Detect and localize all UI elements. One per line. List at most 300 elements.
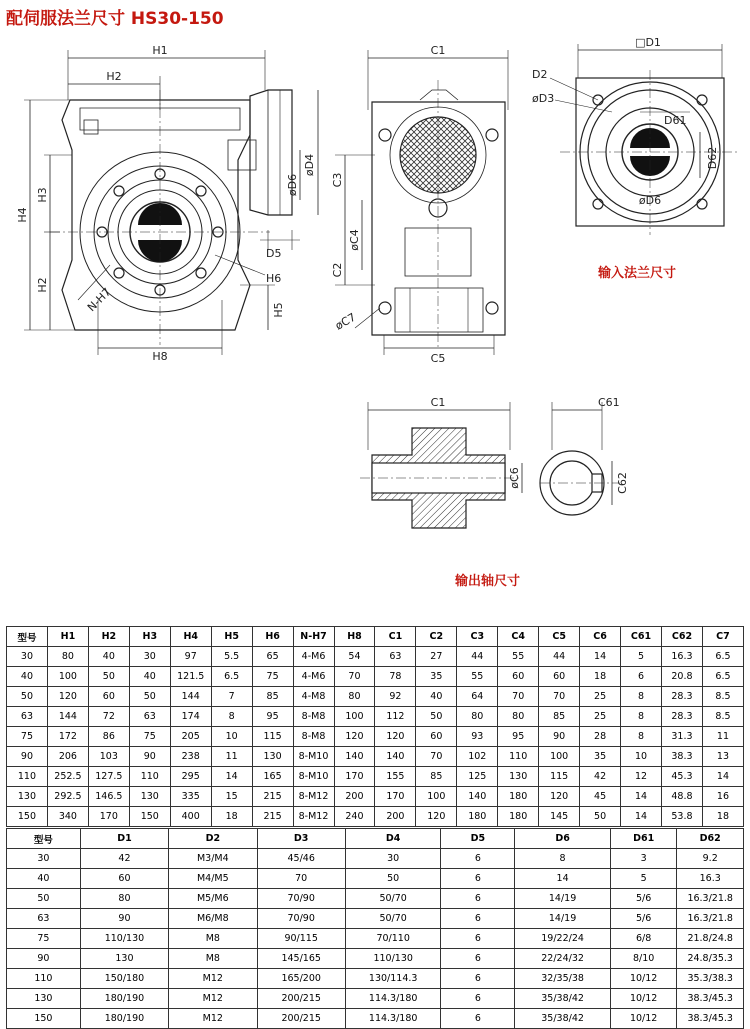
- table-cell: 215: [252, 787, 293, 807]
- table-cell: 78: [375, 667, 416, 687]
- table-cell: 85: [252, 687, 293, 707]
- table-cell: 6: [441, 849, 515, 869]
- table-cell: 8-M10: [293, 747, 334, 767]
- table-cell: 12: [621, 767, 662, 787]
- table-cell: 130: [252, 747, 293, 767]
- table-cell: 54: [334, 647, 375, 667]
- table-cell: 50: [7, 687, 48, 707]
- table-cell: 86: [88, 727, 129, 747]
- dim-d6-flange: øD6: [638, 194, 662, 207]
- table-cell: 90: [539, 727, 580, 747]
- table-cell: 8/10: [610, 949, 677, 969]
- table-header-cell: 型号: [7, 627, 48, 647]
- table-cell: 5/6: [610, 889, 677, 909]
- table-cell: 16.3/21.8: [677, 889, 744, 909]
- dim-d4: øD4: [303, 153, 316, 177]
- table-cell: 63: [7, 909, 81, 929]
- table-cell: 5: [621, 647, 662, 667]
- table-row: [7, 747, 744, 767]
- table-row: [7, 949, 744, 969]
- table-cell: 30: [345, 849, 441, 869]
- table-cell: 4-M6: [293, 667, 334, 687]
- table-cell: 50: [416, 707, 457, 727]
- table-cell: 8: [515, 849, 611, 869]
- table-cell: 16.3/21.8: [677, 909, 744, 929]
- table-cell: 165: [252, 767, 293, 787]
- table-cell: 90: [7, 747, 48, 767]
- table-cell: 40: [7, 667, 48, 687]
- table-cell: 35: [416, 667, 457, 687]
- table-cell: 50: [88, 667, 129, 687]
- table-row: [7, 687, 744, 707]
- table-cell: 19/22/24: [515, 929, 611, 949]
- table-row: [7, 767, 744, 787]
- table-cell: 5.5: [211, 647, 252, 667]
- table-cell: 35/38/42: [515, 989, 611, 1009]
- table-cell: 200/215: [257, 1009, 345, 1029]
- table-cell: 120: [416, 807, 457, 827]
- table-header-cell: D62: [677, 829, 744, 849]
- table-cell: 40: [416, 687, 457, 707]
- table-cell: 121.5: [170, 667, 211, 687]
- dim-d1: □D1: [635, 36, 661, 49]
- table-cell: 44: [457, 647, 498, 667]
- table-cell: 120: [334, 727, 375, 747]
- table-cell: 200/215: [257, 989, 345, 1009]
- table-cell: 170: [88, 807, 129, 827]
- table-header-cell: D6: [515, 829, 611, 849]
- table-cell: 42: [80, 849, 168, 869]
- table-cell: 180: [498, 807, 539, 827]
- table-cell: 60: [498, 667, 539, 687]
- table-cell: 25: [580, 707, 621, 727]
- page-title: 配伺服法兰尺寸 HS30-150: [6, 9, 224, 29]
- table-cell: 130: [7, 787, 48, 807]
- table-cell: 16.3: [677, 869, 744, 889]
- table-cell: 18: [580, 667, 621, 687]
- table-header-cell: H5: [211, 627, 252, 647]
- table-cell: 100: [47, 667, 88, 687]
- dim-d3: øD3: [532, 92, 555, 105]
- table-cell: 70: [498, 687, 539, 707]
- table-cell: 206: [47, 747, 88, 767]
- table-cell: 114.3/180: [345, 989, 441, 1009]
- table-header-cell: C61: [621, 627, 662, 647]
- table-cell: 38.3/45.3: [677, 1009, 744, 1029]
- table-cell: 27: [416, 647, 457, 667]
- table-cell: 42: [580, 767, 621, 787]
- table-row: [7, 1009, 744, 1029]
- dim-c4: øC4: [348, 229, 361, 251]
- table-cell: 85: [539, 707, 580, 727]
- table-cell: 50/70: [345, 889, 441, 909]
- table-row: [7, 707, 744, 727]
- table-cell: 15: [211, 787, 252, 807]
- table-cell: 10/12: [610, 969, 677, 989]
- table-cell: 140: [334, 747, 375, 767]
- table-cell: 50/70: [345, 909, 441, 929]
- table-cell: 238: [170, 747, 211, 767]
- table-cell: 14: [621, 787, 662, 807]
- table-cell: 16.3: [662, 647, 703, 667]
- table-cell: 28.3: [662, 707, 703, 727]
- table-cell: 38.3/45.3: [677, 989, 744, 1009]
- table-cell: 8: [621, 687, 662, 707]
- table-cell: 130: [129, 787, 170, 807]
- table-cell: 180: [457, 807, 498, 827]
- table-cell: 172: [47, 727, 88, 747]
- table-header-cell: C7: [702, 627, 743, 647]
- table-cell: M5/M6: [169, 889, 257, 909]
- table-cell: 335: [170, 787, 211, 807]
- table-header-cell: C2: [416, 627, 457, 647]
- table-cell: 55: [457, 667, 498, 687]
- table-cell: 252.5: [47, 767, 88, 787]
- output-shaft-view: [360, 402, 620, 528]
- table-cell: 150: [129, 807, 170, 827]
- table-row: [7, 849, 744, 869]
- table-header-cell: D5: [441, 829, 515, 849]
- table-row: [7, 787, 744, 807]
- input-flange-caption: 输入法兰尺寸: [598, 266, 677, 281]
- dim-c1: C1: [430, 44, 446, 57]
- table-cell: 60: [416, 727, 457, 747]
- table-cell: 65: [252, 647, 293, 667]
- table-cell: 6: [441, 909, 515, 929]
- table-row: [7, 869, 744, 889]
- table-cell: 115: [539, 767, 580, 787]
- table-cell: 14: [702, 767, 743, 787]
- table-header-cell: H3: [129, 627, 170, 647]
- table-cell: 45: [580, 787, 621, 807]
- table-cell: 60: [539, 667, 580, 687]
- table-cell: 20.8: [662, 667, 703, 687]
- dim-c5: C5: [430, 352, 446, 365]
- table-cell: 200: [334, 787, 375, 807]
- table-row: [7, 989, 744, 1009]
- table-cell: 170: [334, 767, 375, 787]
- dim-d6: øD6: [286, 173, 299, 197]
- table-cell: 110: [498, 747, 539, 767]
- table-cell: 180: [498, 787, 539, 807]
- table-cell: 75: [7, 727, 48, 747]
- table-cell: 150/180: [80, 969, 168, 989]
- dim-h1: H1: [152, 44, 168, 57]
- table-header-cell: C62: [662, 627, 703, 647]
- table-cell: 11: [211, 747, 252, 767]
- table-cell: 92: [375, 687, 416, 707]
- table-header-cell: H2: [88, 627, 129, 647]
- table-cell: 165/200: [257, 969, 345, 989]
- table-cell: 45/46: [257, 849, 345, 869]
- table-row: [7, 647, 744, 667]
- table-cell: 110: [129, 767, 170, 787]
- table-header-cell: C4: [498, 627, 539, 647]
- table-header-cell: H4: [170, 627, 211, 647]
- table-cell: M6/M8: [169, 909, 257, 929]
- table-cell: 95: [498, 727, 539, 747]
- table-cell: M12: [169, 1009, 257, 1029]
- table-cell: 14: [211, 767, 252, 787]
- dim-h2-top: H2: [106, 70, 122, 83]
- table-cell: 9.2: [677, 849, 744, 869]
- table-cell: 6.5: [702, 647, 743, 667]
- dim-c3: C3: [331, 172, 344, 188]
- table-header-cell: D4: [345, 829, 441, 849]
- table-cell: 6: [441, 989, 515, 1009]
- table-cell: 115: [252, 727, 293, 747]
- table-cell: 200: [375, 807, 416, 827]
- dim-h3: H3: [36, 187, 49, 203]
- table-cell: 55: [498, 647, 539, 667]
- table-cell: 18: [702, 807, 743, 827]
- table-cell: 6: [621, 667, 662, 687]
- table-cell: 48.8: [662, 787, 703, 807]
- table-header-cell: H1: [47, 627, 88, 647]
- table-header-cell: C5: [539, 627, 580, 647]
- table-cell: 112: [375, 707, 416, 727]
- dim-d61: D61: [664, 114, 687, 127]
- table-header-cell: D61: [610, 829, 677, 849]
- table-cell: 35: [580, 747, 621, 767]
- table-cell: 110: [7, 767, 48, 787]
- table-cell: 110/130: [80, 929, 168, 949]
- table-cell: 292.5: [47, 787, 88, 807]
- table-cell: 8.5: [702, 687, 743, 707]
- table-cell: 8: [621, 707, 662, 727]
- table-cell: 100: [416, 787, 457, 807]
- table-header-cell: D1: [80, 829, 168, 849]
- table-cell: 70: [416, 747, 457, 767]
- dim-h4: H4: [16, 207, 29, 223]
- table-cell: 90/115: [257, 929, 345, 949]
- dim-c62: C62: [616, 472, 629, 494]
- table-cell: 63: [7, 707, 48, 727]
- table-row: [7, 727, 744, 747]
- table-cell: 90: [80, 909, 168, 929]
- table-cell: 40: [88, 647, 129, 667]
- table-cell: 32/35/38: [515, 969, 611, 989]
- dimension-table-main: [6, 626, 744, 827]
- dim-c1-shaft: C1: [430, 396, 446, 409]
- table-cell: 3: [610, 849, 677, 869]
- table-cell: 75: [252, 667, 293, 687]
- table-row: [7, 929, 744, 949]
- table-row: [7, 807, 744, 827]
- table-cell: 90: [7, 949, 81, 969]
- table-row: [7, 969, 744, 989]
- table-row: [7, 909, 744, 929]
- table-cell: 400: [170, 807, 211, 827]
- table-cell: 70: [257, 869, 345, 889]
- table-cell: 25: [580, 687, 621, 707]
- table-cell: 30: [7, 849, 81, 869]
- table-cell: 14/19: [515, 909, 611, 929]
- table-cell: 70/90: [257, 909, 345, 929]
- table-header-cell: 型号: [7, 829, 81, 849]
- table-header-row: [7, 829, 744, 849]
- table-cell: 30: [129, 647, 170, 667]
- table-cell: 40: [129, 667, 170, 687]
- dimension-table-flange: [6, 828, 744, 1029]
- table-cell: 100: [539, 747, 580, 767]
- table-cell: 8: [211, 707, 252, 727]
- table-cell: M3/M4: [169, 849, 257, 869]
- dim-c61: C61: [598, 396, 620, 409]
- dim-d2: D2: [532, 68, 548, 81]
- table-cell: M8: [169, 929, 257, 949]
- table-cell: 70/110: [345, 929, 441, 949]
- table-cell: 18: [211, 807, 252, 827]
- table-cell: 4-M6: [293, 647, 334, 667]
- table-cell: 8-M12: [293, 807, 334, 827]
- table-cell: 130/114.3: [345, 969, 441, 989]
- table-cell: 170: [375, 787, 416, 807]
- table-cell: 80: [80, 889, 168, 909]
- output-shaft-caption: 输出轴尺寸: [455, 574, 521, 589]
- table-cell: 70: [539, 687, 580, 707]
- table-cell: 28: [580, 727, 621, 747]
- table-cell: 50: [129, 687, 170, 707]
- table-header-cell: C3: [457, 627, 498, 647]
- table-cell: 10/12: [610, 1009, 677, 1029]
- table-header-cell: H6: [252, 627, 293, 647]
- dim-c6: øC6: [508, 467, 521, 489]
- table-cell: 130: [7, 989, 81, 1009]
- table-header-row: [7, 627, 744, 647]
- table-cell: 21.8/24.8: [677, 929, 744, 949]
- table-cell: 8: [621, 727, 662, 747]
- dim-h6: H6: [266, 272, 282, 285]
- table-cell: 60: [88, 687, 129, 707]
- table-cell: 14: [621, 807, 662, 827]
- table-cell: 110/130: [345, 949, 441, 969]
- table-cell: 22/24/32: [515, 949, 611, 969]
- table-cell: M4/M5: [169, 869, 257, 889]
- table-cell: 145: [539, 807, 580, 827]
- table-cell: 50: [580, 807, 621, 827]
- table-cell: 80: [498, 707, 539, 727]
- table-cell: 7: [211, 687, 252, 707]
- table-cell: 144: [47, 707, 88, 727]
- table-cell: 6: [441, 1009, 515, 1029]
- table-cell: 174: [170, 707, 211, 727]
- table-cell: 97: [170, 647, 211, 667]
- table-cell: 6.5: [702, 667, 743, 687]
- table-cell: 75: [7, 929, 81, 949]
- table-cell: 295: [170, 767, 211, 787]
- table-cell: 70: [334, 667, 375, 687]
- table-cell: 35.3/38.3: [677, 969, 744, 989]
- table-cell: 6: [441, 929, 515, 949]
- table-cell: 80: [334, 687, 375, 707]
- table-cell: 60: [80, 869, 168, 889]
- table-cell: 40: [7, 869, 81, 889]
- dim-h5: H5: [272, 302, 285, 318]
- table-cell: 72: [88, 707, 129, 727]
- table-cell: 180/190: [80, 989, 168, 1009]
- table-cell: 14: [515, 869, 611, 889]
- dim-h2-side: H2: [36, 277, 49, 293]
- table-row: [7, 889, 744, 909]
- table-cell: 6: [441, 969, 515, 989]
- table-cell: 80: [47, 647, 88, 667]
- table-cell: 64: [457, 687, 498, 707]
- table-cell: 100: [334, 707, 375, 727]
- table-row: [7, 667, 744, 687]
- dim-n-h7: N-H7: [84, 285, 114, 315]
- table-cell: 144: [170, 687, 211, 707]
- table-header-cell: C6: [580, 627, 621, 647]
- table-cell: 35/38/42: [515, 1009, 611, 1029]
- table-cell: 6: [441, 869, 515, 889]
- dim-d62: D62: [706, 146, 719, 170]
- table-cell: 127.5: [88, 767, 129, 787]
- table-cell: M8: [169, 949, 257, 969]
- table-cell: 150: [7, 1009, 81, 1029]
- dim-d5: D5: [266, 247, 282, 260]
- table-cell: 10: [211, 727, 252, 747]
- table-cell: 6: [441, 949, 515, 969]
- table-cell: M12: [169, 969, 257, 989]
- table-cell: 70/90: [257, 889, 345, 909]
- table-cell: 205: [170, 727, 211, 747]
- table-cell: 102: [457, 747, 498, 767]
- table-cell: 8-M12: [293, 787, 334, 807]
- table-cell: 50: [7, 889, 81, 909]
- table-cell: 44: [539, 647, 580, 667]
- table-cell: 103: [88, 747, 129, 767]
- table-cell: 31.3: [662, 727, 703, 747]
- table-cell: 180/190: [80, 1009, 168, 1029]
- table-cell: 6: [441, 889, 515, 909]
- table-cell: 93: [457, 727, 498, 747]
- side-view: [335, 50, 508, 355]
- table-cell: 215: [252, 807, 293, 827]
- table-cell: 14: [580, 647, 621, 667]
- table-cell: 80: [457, 707, 498, 727]
- table-cell: 90: [129, 747, 170, 767]
- table-cell: 6/8: [610, 929, 677, 949]
- table-header-cell: N-H7: [293, 627, 334, 647]
- dim-c7: øC7: [333, 310, 359, 333]
- table-cell: 10/12: [610, 989, 677, 1009]
- table-cell: 130: [498, 767, 539, 787]
- table-cell: 5: [610, 869, 677, 889]
- table-cell: 30: [7, 647, 48, 667]
- table-cell: 45.3: [662, 767, 703, 787]
- table-cell: 140: [375, 747, 416, 767]
- table-cell: 120: [375, 727, 416, 747]
- table-cell: 95: [252, 707, 293, 727]
- dim-h8: H8: [152, 350, 168, 363]
- table-cell: 155: [375, 767, 416, 787]
- table-cell: M12: [169, 989, 257, 1009]
- table-cell: 146.5: [88, 787, 129, 807]
- table-cell: 140: [457, 787, 498, 807]
- table-cell: 38.3: [662, 747, 703, 767]
- table-cell: 110: [7, 969, 81, 989]
- table-cell: 5/6: [610, 909, 677, 929]
- table-cell: 10: [621, 747, 662, 767]
- table-cell: 63: [375, 647, 416, 667]
- table-cell: 11: [702, 727, 743, 747]
- table-cell: 125: [457, 767, 498, 787]
- table-cell: 8-M8: [293, 707, 334, 727]
- table-cell: 28.3: [662, 687, 703, 707]
- table-cell: 13: [702, 747, 743, 767]
- table-cell: 4-M8: [293, 687, 334, 707]
